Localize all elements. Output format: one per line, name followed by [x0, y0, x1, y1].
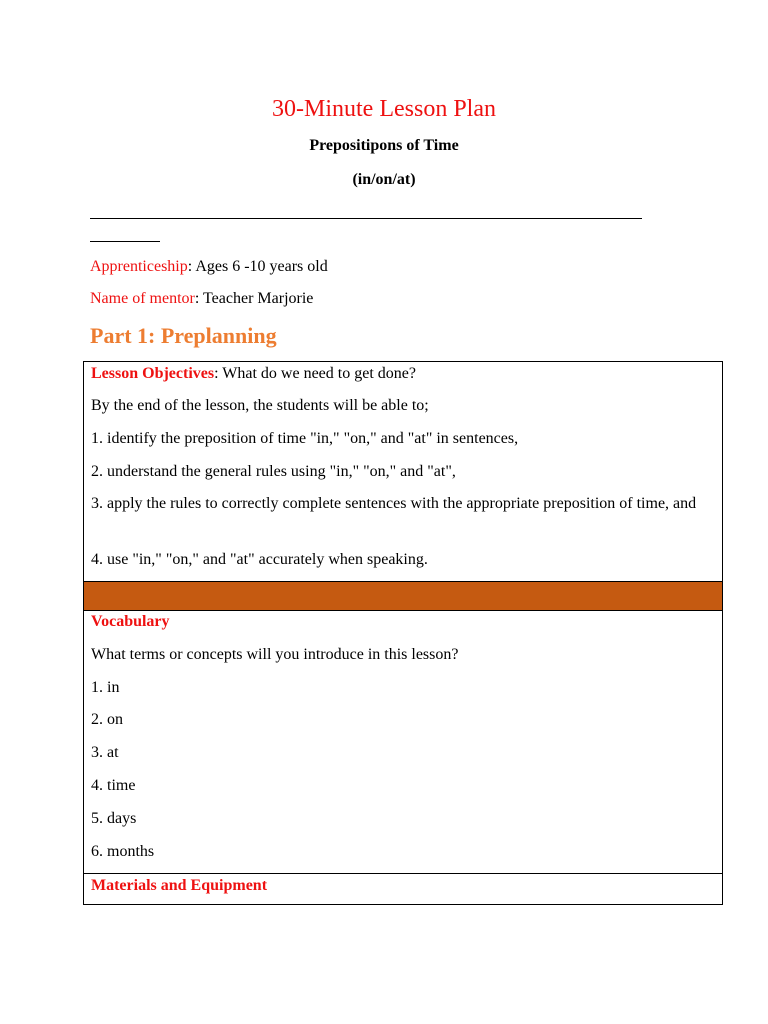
section-divider-band	[84, 581, 722, 611]
divider-line	[90, 218, 642, 219]
vocabulary-item: 1. in	[91, 679, 120, 696]
objectives-label: Lesson Objectives	[91, 365, 215, 382]
materials-label: Materials and Equipment	[91, 877, 268, 894]
preplanning-table	[83, 361, 723, 905]
mentor-line	[90, 289, 313, 309]
objective-item: 1. identify the preposition of time "in," "on," and "at" in sentences,	[91, 430, 519, 447]
document-subtitle-topic: (in/on/at)	[352, 171, 416, 188]
divider-line-continuation	[90, 241, 160, 242]
vocabulary-question: What terms or concepts will you introduce in this lesson?	[91, 646, 459, 663]
mentor-value: : Teacher Marjorie	[194, 290, 314, 307]
vocabulary-item: 6. months	[91, 843, 155, 860]
objectives-header-line	[91, 363, 711, 385]
apprenticeship-value: : Ages 6 -10 years old	[187, 258, 328, 275]
part1-heading: Part 1: Preplanning	[90, 323, 277, 348]
vocabulary-item: 4. time	[91, 777, 136, 794]
vocabulary-cell	[84, 611, 722, 873]
vocabulary-item: 2. on	[91, 711, 123, 728]
materials-cell	[84, 873, 722, 904]
apprenticeship-line	[90, 257, 328, 277]
vocabulary-item: 3. at	[91, 744, 119, 761]
mentor-label: Name of mentor	[90, 290, 195, 307]
vocabulary-item: 5. days	[91, 810, 137, 827]
document-subtitle: Prepositipons of Time	[309, 137, 459, 154]
vocabulary-label: Vocabulary	[91, 613, 170, 630]
objectives-question: : What do we need to get done?	[214, 365, 416, 382]
objective-item: 2. understand the general rules using "in," "on," and "at",	[91, 463, 456, 480]
objectives-cell	[84, 362, 722, 581]
objectives-intro: By the end of the lesson, the students will be able to;	[91, 397, 429, 414]
objective-item: 3. apply the rules to correctly complete sentences with the appropriate preposition of time, and	[91, 495, 697, 512]
document-title: 30-Minute Lesson Plan	[272, 96, 496, 122]
objective-item: 4. use "in," "on," and "at" accurately when speaking.	[91, 551, 428, 568]
apprenticeship-label: Apprenticeship	[90, 258, 188, 275]
